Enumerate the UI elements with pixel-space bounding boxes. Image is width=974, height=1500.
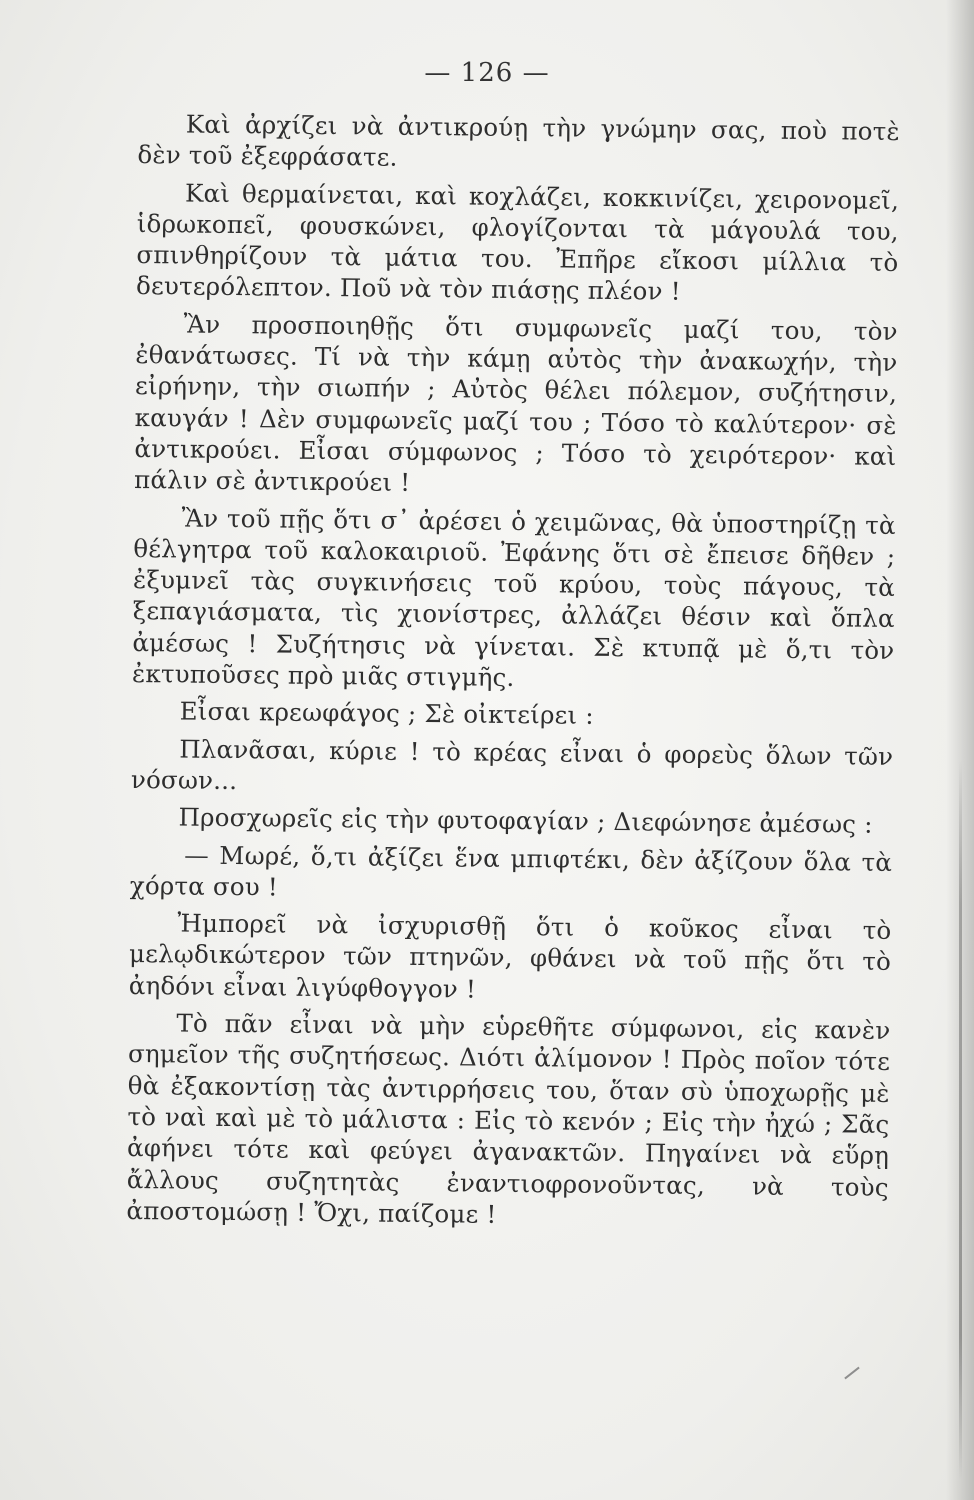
paragraph-1: Καὶ ἀρχίζει νὰ ἀντικρούῃ τὴν γνώμην σας, ποὺ ποτὲ δὲν τοῦ ἐξεφράσατε. xyxy=(137,109,900,173)
binding-crease xyxy=(959,760,962,1480)
body-text xyxy=(126,108,900,1240)
paragraph-4: Ἂν τοῦ πῇς ὅτι σ᾽ ἀρέσει ὁ χειμῶνας, θὰ ὑποστηρίζῃ τὰ θέλγητρα τοῦ καλοκαιριοῦ. Ἐφάνης ὅτι σὲ ἔπεισε δῆθεν ; ἐξυμνεῖ τὰς συγκινήσεις τοῦ κρύου, τοὺς πάγους, τὰ ξεπαγιάσματα, τὶς χιονίστρες, ἀλλάζει θέσιν καὶ ὅπλα ἀμέσως ! Συζήτησις νὰ γίνεται. Σὲ κτυπᾷ μὲ ὅ,τι τὸν ἐκτυποῦσες πρὸ μιᾶς στιγμῆς. xyxy=(131,503,896,693)
page-number: — 126 — xyxy=(424,58,550,88)
paragraph-9: Ἠμπορεῖ νὰ ἰσχυρισθῇ ὅτι ὁ κοῦκος εἶναι τὸ μελῳδικώτερον τῶν πτηνῶν, φθάνει νὰ τοῦ πῇς ὅτι τὸ ἀηδόνι εἶναι λιγύφθογγον ! xyxy=(128,908,892,1004)
paragraph-10: Τὸ πᾶν εἶναι νὰ μὴν εὑρεθῆτε σύμφωνοι, εἰς κανὲν σημεῖον τῆς συζητήσεως. Διότι ἀλίμονον ! Πρὸς ποῖον τότε θὰ ἐξακοντίσῃ τὰς ἀντιρρήσεις του, ὅταν σὺ ὑποχωρῇς μὲ τὸ ναὶ καὶ μὲ τὸ μάλιστα : Εἰς τὸ κενόν ; Εἰς τὴν ἠχώ ; Σᾶς ἀφήνει τότε καὶ φεύγει ἀγανακτῶν. Πηγαίνει νὰ εὕρῃ ἄλλους συζητητὰς ἐναντιοφρονοῦντας, νὰ τοὺς ἀποστομώσῃ ! Ὄχι, παίζομε ! xyxy=(126,1008,891,1229)
paragraph-7: Προσχωρεῖς εἰς τὴν φυτοφαγίαν ; Διεφώνησε ἀμέσως : xyxy=(178,802,873,839)
paragraph-8: — Μωρέ, ὅ,τι ἀξίζει ἕνα μπιφτέκι, δὲν ἀξίζουν ὅλα τὰ χόρτα σου ! xyxy=(129,840,893,902)
paragraph-2: Καὶ θερμαίνεται, καὶ κοχλάζει, κοκκινίζει, χειρονομεῖ, ἱδρωκοπεῖ, φουσκώνει, φλογίζονται τὰ μάγουλά του, σπινθηρίζουν τὰ μάτια του. Ἐπῆρε εἴκοσι μίλλια τὸ δευτερόλεπτον. Ποῦ νὰ τὸν πιάσῃς πλέον ! xyxy=(135,178,900,307)
paragraph-6: Πλανᾶσαι, κύριε ! τὸ κρέας εἶναι ὁ φορεὺς ὅλων τῶν νόσων... xyxy=(130,734,894,796)
paragraph-5: Εἶσαι κρεωφάγος ; Σὲ οἰκτείρει : xyxy=(179,696,594,731)
paragraph-3: Ἂν προσποιηθῇς ὅτι συμφωνεῖς μαζί του, τὸν ἐθανάτωσες. Τί νὰ τὴν κάμῃ αὐτὸς τὴν ἀνακωχήν, τὴν εἰρήνην, τὴν σιωπήν ; Αὐτὸς θέλει πόλεμον, συζήτησιν, καυγάν ! Δὲν συμφωνεῖς μαζί του ; Τόσο τὸ καλύτερον· σὲ ἀντικρούει. Εἶσαι σύμφωνος ; Τόσο τὸ χειρότερον· καὶ πάλιν σὲ ἀντικρούει ! xyxy=(133,309,898,498)
pencil-mark xyxy=(844,1367,859,1380)
